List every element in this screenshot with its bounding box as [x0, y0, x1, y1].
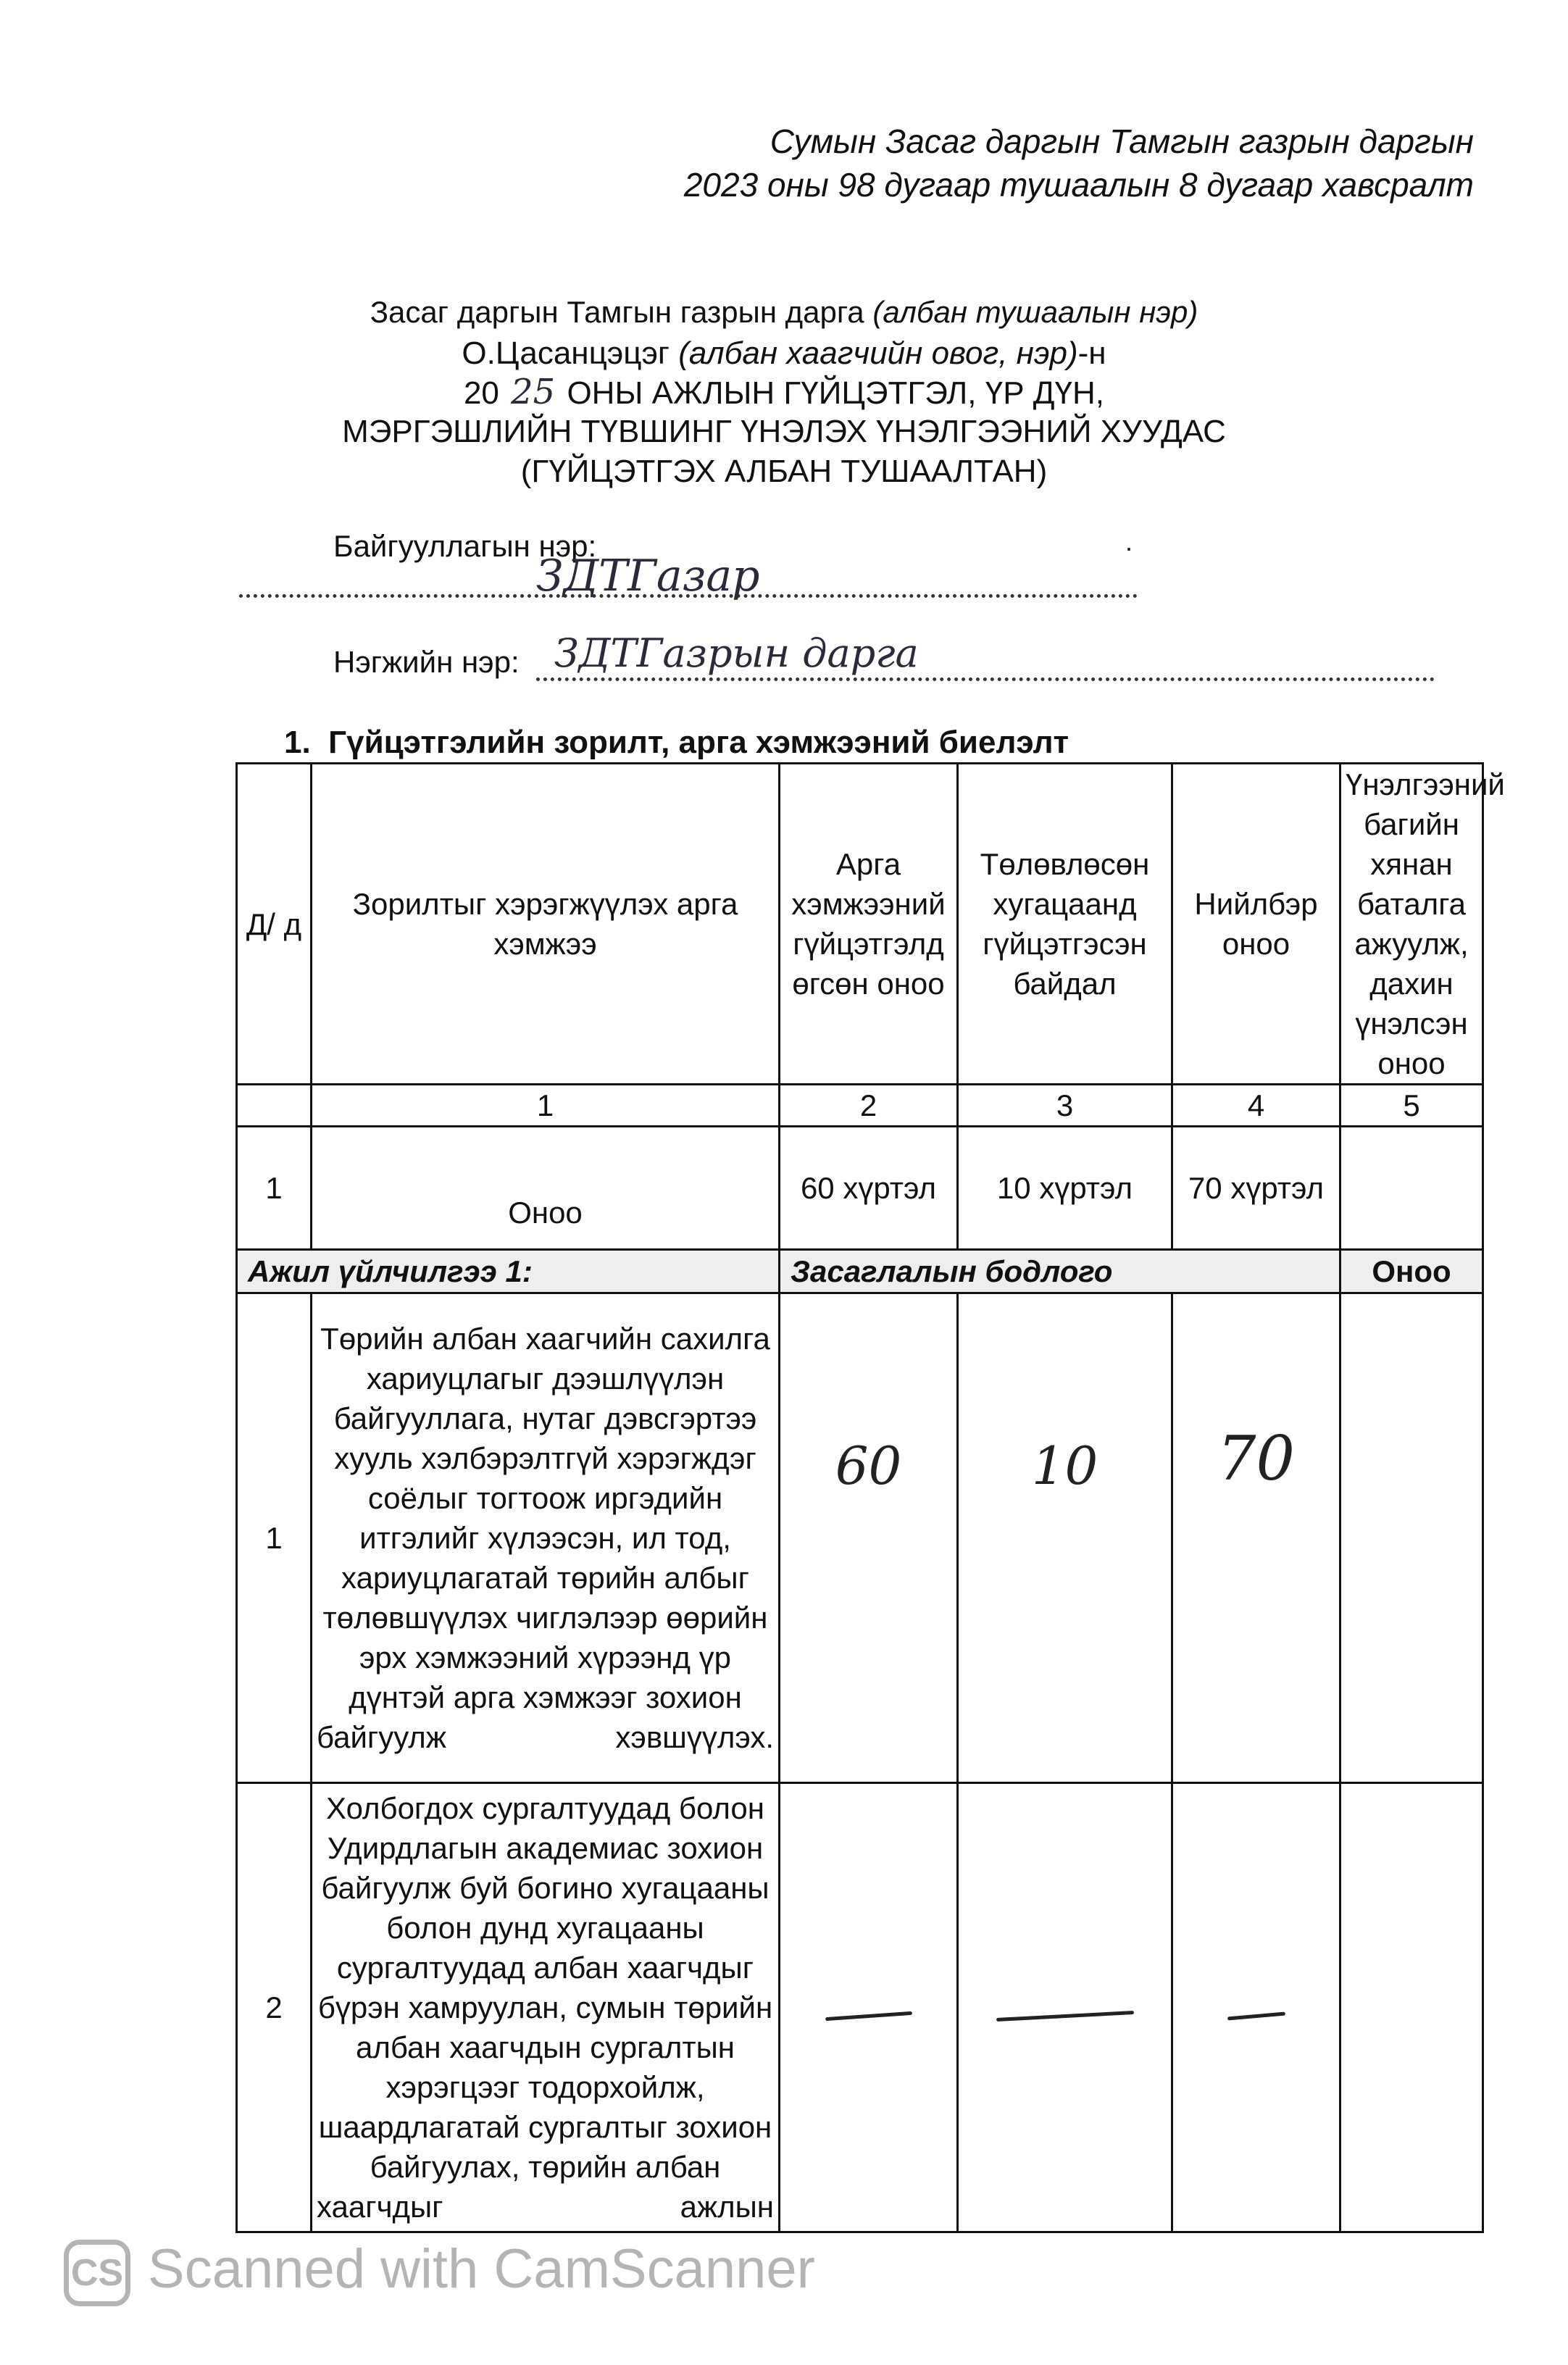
table-row: [237, 1293, 1483, 1783]
stray-dot: ·: [1125, 533, 1133, 562]
camscanner-watermark: [64, 2237, 815, 2306]
column-number: 5: [1340, 1085, 1483, 1127]
column-number-row: [237, 1085, 1483, 1127]
reference-line-1: Сумын Засаг даргын Тамгын газрын даргын: [770, 122, 1474, 160]
row-total: [1172, 1293, 1340, 1783]
header-score-given: Арга хэмжээний гүйцэтгэлд өгсөн оноо: [780, 764, 958, 1085]
column-number: 4: [1172, 1085, 1340, 1127]
org-label: Байгууллагын нэр:: [333, 529, 597, 563]
handwritten-dash: [825, 2011, 912, 2021]
column-number-blank: [237, 1085, 312, 1127]
org-value: ЗДТГазар: [536, 551, 760, 601]
handwritten-timeliness: 10: [1031, 1435, 1098, 1496]
title-name-line: [0, 335, 1568, 372]
handwritten-total: 70: [1217, 1423, 1295, 1494]
employee-name: О.Цасанцэцэг: [462, 335, 670, 371]
row-total: [1172, 1783, 1340, 2232]
score-row-label: Оноо: [312, 1127, 780, 1250]
performance-table: [235, 762, 1505, 2233]
unit-value: ЗДТГазрын дарга: [554, 630, 919, 676]
table-row: [237, 1783, 1483, 2232]
row-rescore: [1340, 1783, 1483, 2232]
band-score-label: Оноо: [1340, 1250, 1483, 1293]
section-1-number: 1.: [284, 725, 311, 760]
employee-name-suffix: -н: [1077, 335, 1106, 371]
handwritten-dash: [996, 2011, 1133, 2022]
section-1-title: [284, 725, 1069, 761]
header-rescore: Үнэлгээний багийн хянан баталга ажуулж, дахин үнэлсэн оноо: [1340, 764, 1483, 1085]
column-number: 2: [780, 1085, 958, 1127]
row-measure-text: Холбогдох сургалтуудад болон Удирдлагын академиас зохион байгуулж буй богино хугацааны болон дунд хугацааны сургалтуудад албан хаагчдыг бүрэн хамруулан, сумын төрийн албан хаагчдын сургалтын хэрэгцээг тодорхойлж, шаардлагатай сургалтыг зохион байгуулах, төрийн албан хаагчдыг ажлын: [312, 1783, 780, 2232]
row-index: 2: [237, 1783, 312, 2232]
header-index: Д/ д: [237, 764, 312, 1085]
header-row: [237, 764, 1483, 1085]
title-year-line: [0, 373, 1568, 412]
column-number: 3: [958, 1085, 1172, 1127]
employee-name-hint: (албан хаагчийн овог, нэр): [678, 335, 1078, 371]
score-row-max-total: 70 хүртэл: [1172, 1127, 1340, 1250]
row-rescore: [1340, 1293, 1483, 1783]
row-timeliness: [958, 1783, 1172, 2232]
handwritten-score: 60: [835, 1435, 902, 1496]
row-index: 1: [237, 1293, 312, 1783]
row-measure-text: Төрийн албан хаагчийн сахилга хариуцлагыг дээшлүүлэн байгууллага, нутаг дэвсгэртээ хууль хэлбэрэлтгүй хэрэгждэг соёлыг тогтоож иргэдийн итгэлийг хүлээсэн, ил тод, хариуцлагатай төрийн албыг төлөвшүүлэх чиглэлээр өөрийн эрх хэмжээний хүрээнд үр дүнтэй арга хэмжээг зохион байгуулж хэвшүүлэх.: [312, 1293, 780, 1783]
band-work-service: Ажил үйлчилгээ 1:: [237, 1250, 780, 1293]
year-prefix: 20: [463, 375, 499, 411]
score-row: [237, 1127, 1483, 1250]
camscanner-logo-icon: CS: [64, 2240, 130, 2306]
title-line-4: МЭРГЭШЛИЙН ТҮВШИНГ ҮНЭЛЭХ ҮНЭЛГЭЭНИЙ ХУУДАС: [342, 414, 1226, 449]
reference-line-2: 2023 оны 98 дугаар тушаалын 8 дугаар хавсралт: [683, 166, 1474, 204]
position-name: Засаг даргын Тамгын газрын дарга: [370, 295, 864, 329]
position-hint: (албан тушаалын нэр): [872, 295, 1198, 329]
score-row-rescore: [1340, 1127, 1483, 1250]
row-score-given: [780, 1783, 958, 2232]
year-rest: ОНЫ АЖЛЫН ГҮЙЦЭТГЭЛ, ҮР ДҮН,: [567, 375, 1105, 411]
band-row: [237, 1250, 1483, 1293]
section-1-text: Гүйцэтгэлийн зорилт, арга хэмжээний биелэлт: [328, 725, 1069, 760]
header-total: Нийлбэр оноо: [1172, 764, 1340, 1085]
row-score-given: [780, 1293, 958, 1783]
header-timeliness: Төлөвлөсөн хугацаанд гүйцэтгэсэн байдал: [958, 764, 1172, 1085]
unit-dotted-line: [536, 677, 1435, 681]
camscanner-text: Scanned with CamScanner: [148, 2238, 815, 2300]
handwritten-dash: [1227, 2012, 1285, 2021]
header-measure: Зорилтыг хэрэгжүүлэх арга хэмжээ: [312, 764, 780, 1085]
band-policy: Засаглалын бодлого: [780, 1250, 1340, 1293]
score-row-index: 1: [237, 1127, 312, 1250]
score-row-max-score: 60 хүртэл: [780, 1127, 958, 1250]
title-position-line: [0, 293, 1568, 331]
year-handwritten: 25: [511, 372, 556, 412]
title-line-5: (ГҮЙЦЭТГЭХ АЛБАН ТУШААЛТАН): [520, 454, 1048, 489]
column-number: 1: [312, 1085, 780, 1127]
row-timeliness: [958, 1293, 1172, 1783]
score-row-max-time: 10 хүртэл: [958, 1127, 1172, 1250]
unit-label: Нэгжийн нэр:: [333, 645, 520, 679]
